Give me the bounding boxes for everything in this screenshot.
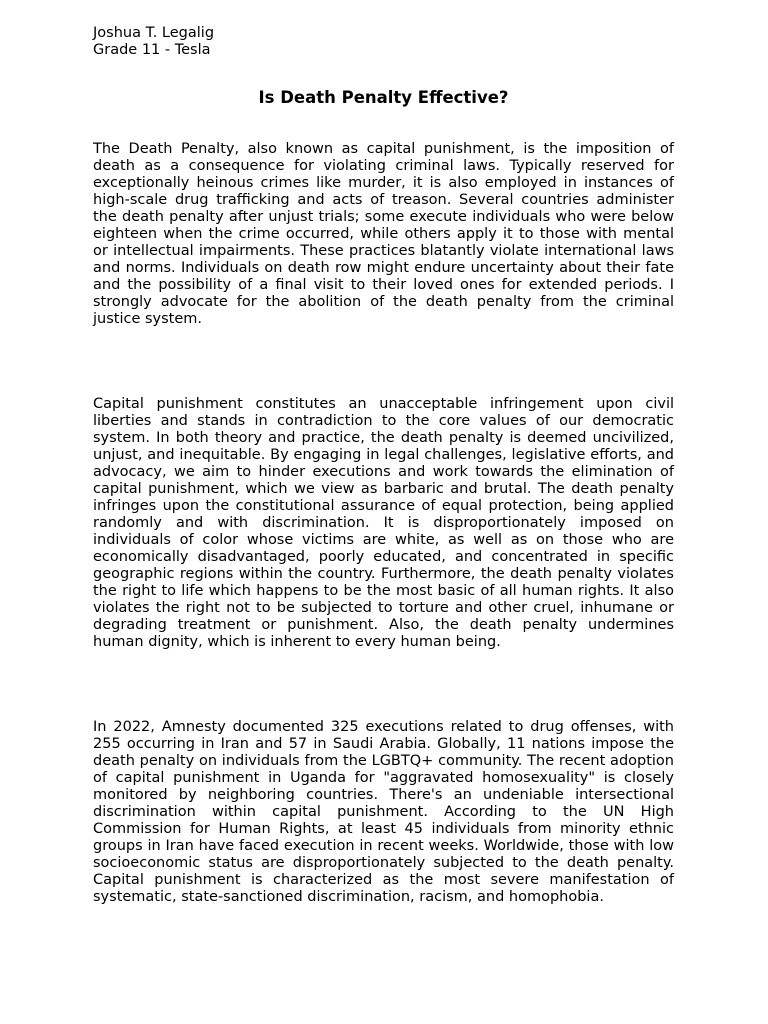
document-page: [93, 25, 674, 906]
paragraph-statistics: In 2022, Amnesty documented 325 executions related to drug offenses, with 255 occurring in Iran and 57 in Saudi Arabia. Globally, 11 nations impose the death penalty on individuals from the LGBTQ+ community. The recent adoption of capital punishment in Uganda for "aggravated homosexuality" is closely monitored by neighboring countries. There's an undeniable intersectional discrimination within capital punishment. According to the UN High Commission for Human Rights, at least 45 individuals from minority ethnic groups in Iran have faced execution in recent weeks. Worldwide, those with low socioeconomic status are disproportionately subjected to the death penalty. Capital punishment is characterized as the most severe manifestation of systematic, state-sanctioned discrimination, racism, and homophobia.: [93, 719, 674, 905]
grade-section: Grade 11 - Tesla: [93, 42, 211, 58]
author-name: Joshua T. Legalig: [93, 25, 215, 41]
paragraph-civil-liberties: Capital punishment constitutes an unacceptable infringement upon civil liberties and stands in contradiction to the core values of our democratic system. In both theory and practice, the death penalty is deemed uncivilized, unjust, and inequitable. By engaging in legal challenges, legislative efforts, and advocacy, we aim to hinder executions and work towards the elimination of capital punishment, which we view as barbaric and brutal. The death penalty infringes upon the constitutional assurance of equal protection, being applied randomly and with discrimination. It is disproportionately imposed on individuals of color whose victims are white, as well as on those who are economically disadvantaged, poorly educated, and concentrated in specific geographic regions within the country. Furthermore, the death penalty violates the right to life which happens to be the most basic of all human rights. It also violates the right not to be subjected to torture and other cruel, inhumane or degrading treatment or punishment. Also, the death penalty undermines human dignity, which is inherent to every human being.: [93, 396, 674, 650]
paragraph-introduction: The Death Penalty, also known as capital punishment, is the imposition of death as a consequence for violating criminal laws. Typically reserved for exceptionally heinous crimes like murder, it is also employed in instances of high-scale drug trafficking and acts of treason. Several countries administer the death penalty after unjust trials; some execute individuals who were below eighteen when the crime occurred, while others apply it to those with mental or intellectual impairments. These practices blatantly violate international laws and norms. Individuals on death row might endure uncertainty about their fate and the possibility of a final visit to their loved ones for extended periods. I strongly advocate for the abolition of the death penalty from the criminal justice system.: [93, 141, 674, 327]
author-block: [93, 25, 674, 59]
document-title: Is Death Penalty Effective?: [258, 88, 509, 107]
